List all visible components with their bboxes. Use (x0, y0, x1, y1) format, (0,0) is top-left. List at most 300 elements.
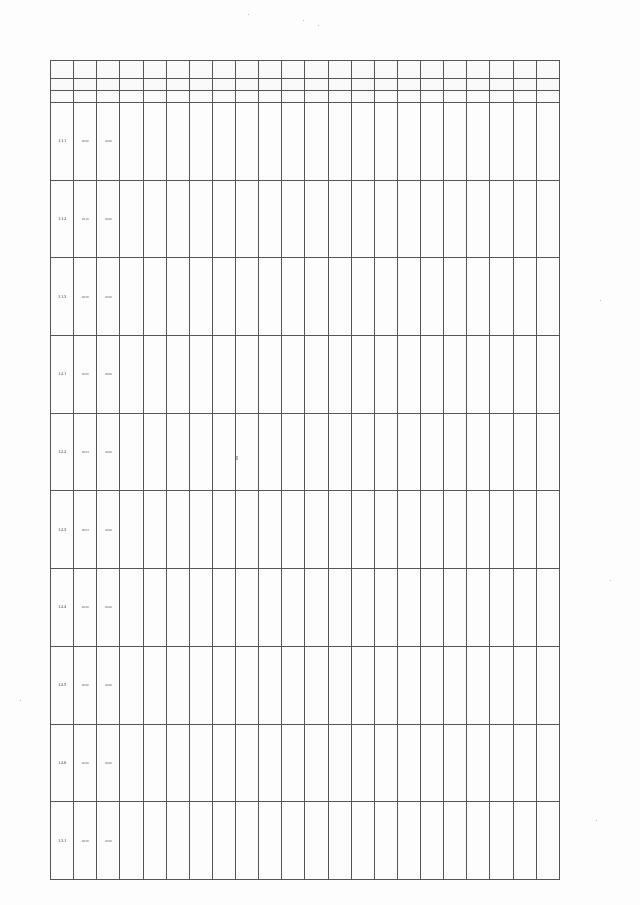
header-cell (212, 79, 235, 91)
table-cell (374, 646, 397, 724)
header-cell (189, 61, 212, 79)
table-cell (513, 258, 536, 336)
table-cell (97, 103, 120, 181)
table-cell (120, 413, 143, 491)
header-cell (536, 61, 559, 79)
table-cell (397, 802, 420, 880)
table-cell (467, 646, 490, 724)
cell-text: 2026 (104, 605, 112, 610)
table-cell (467, 180, 490, 258)
table-cell (259, 413, 282, 491)
table-cell (490, 258, 513, 336)
table-cell (513, 413, 536, 491)
table-cell (189, 180, 212, 258)
header-cell (74, 61, 97, 79)
header-cell (236, 79, 259, 91)
table-cell (143, 336, 166, 414)
table-row (51, 103, 560, 181)
table-cell (259, 646, 282, 724)
table-cell (305, 646, 328, 724)
table-cell (259, 258, 282, 336)
table-cell (166, 413, 189, 491)
header-cell (536, 91, 559, 103)
cell-text: 2020 (81, 683, 89, 688)
header-cell (189, 91, 212, 103)
table-cell (444, 491, 467, 569)
table-cell (166, 646, 189, 724)
table-cell (374, 491, 397, 569)
header-cell (513, 61, 536, 79)
scan-speck (248, 14, 249, 15)
header-cell (51, 61, 74, 79)
table-cell (513, 336, 536, 414)
cell-text: 2020 (81, 294, 89, 299)
scan-speck (596, 820, 597, 821)
table-cell (51, 103, 74, 181)
table-cell (282, 802, 305, 880)
table-cell (513, 103, 536, 181)
table-cell (120, 724, 143, 802)
header-cell (259, 91, 282, 103)
table-cell (328, 336, 351, 414)
cell-text: 1.1.3 (58, 294, 67, 299)
table-cell (490, 413, 513, 491)
table-cell (97, 491, 120, 569)
table-cell (143, 103, 166, 181)
header-cell (189, 79, 212, 91)
header-cell (374, 79, 397, 91)
table-cell (397, 258, 420, 336)
cell-text: 2026 (104, 527, 112, 532)
cell-text: 1.2.6 (58, 760, 67, 765)
table-cell (513, 724, 536, 802)
table-cell (166, 802, 189, 880)
table-cell (282, 569, 305, 647)
table-cell (166, 491, 189, 569)
table-cell (236, 491, 259, 569)
table-cell (351, 180, 374, 258)
table-row (51, 724, 560, 802)
table-cell (212, 258, 235, 336)
table-cell (351, 724, 374, 802)
page-marker: I (236, 456, 238, 462)
header-cell (259, 61, 282, 79)
header-cell (259, 79, 282, 91)
table-cell (351, 646, 374, 724)
table-cell (120, 258, 143, 336)
cell-text: 2010 (81, 217, 89, 222)
table-cell (189, 646, 212, 724)
header-cell (513, 91, 536, 103)
table-cell (351, 103, 374, 181)
table-cell (51, 258, 74, 336)
table-cell (74, 336, 97, 414)
table-cell (444, 413, 467, 491)
table-cell (143, 802, 166, 880)
table-cell (374, 258, 397, 336)
table-cell (143, 724, 166, 802)
table-cell (120, 802, 143, 880)
cell-text: 2020 (81, 139, 89, 144)
header-cell (282, 91, 305, 103)
table-cell (513, 802, 536, 880)
table-cell (166, 336, 189, 414)
table-cell (74, 646, 97, 724)
table-cell (421, 569, 444, 647)
cell-text: 1.2.1 (58, 372, 67, 377)
table-cell (305, 491, 328, 569)
table-cell (351, 802, 374, 880)
table-cell (120, 103, 143, 181)
header-cell (236, 61, 259, 79)
table-cell (374, 336, 397, 414)
cell-text: 2023 (81, 450, 89, 455)
header-cell (467, 61, 490, 79)
header-cell (282, 61, 305, 79)
table-cell (444, 724, 467, 802)
table-cell (236, 336, 259, 414)
table-cell (444, 569, 467, 647)
table-row (51, 569, 560, 647)
table-cell (259, 103, 282, 181)
table-cell (536, 724, 559, 802)
table-cell (397, 336, 420, 414)
table-cell (490, 569, 513, 647)
table-cell (536, 802, 559, 880)
table-cell (305, 569, 328, 647)
header-cell (397, 79, 420, 91)
table-cell (467, 491, 490, 569)
header-cell (305, 91, 328, 103)
table-cell (490, 724, 513, 802)
table-cell (143, 413, 166, 491)
table-cell (189, 103, 212, 181)
header-cell (444, 61, 467, 79)
table-cell (305, 336, 328, 414)
header-cell (120, 91, 143, 103)
table-cell (397, 646, 420, 724)
cell-text: 2026 (104, 450, 112, 455)
table-cell (282, 491, 305, 569)
header-cell (421, 61, 444, 79)
table-cell (166, 258, 189, 336)
header-cell (212, 91, 235, 103)
table-cell (421, 646, 444, 724)
table-cell (189, 258, 212, 336)
cell-text: 2026 (104, 294, 112, 299)
table-cell (97, 413, 120, 491)
header-cell (444, 91, 467, 103)
table-cell (282, 646, 305, 724)
table-cell (143, 646, 166, 724)
header-cell (490, 91, 513, 103)
table-cell (282, 103, 305, 181)
header-cell (490, 61, 513, 79)
header-cell (74, 79, 97, 91)
table-cell (236, 802, 259, 880)
table-row (51, 413, 560, 491)
header-cell (328, 61, 351, 79)
table-cell (236, 569, 259, 647)
header-cell (397, 91, 420, 103)
header-cell (51, 79, 74, 91)
cell-text: 2026 (104, 372, 112, 377)
table-cell (421, 491, 444, 569)
table-cell (97, 802, 120, 880)
header-cell (536, 79, 559, 91)
table-cell (189, 491, 212, 569)
table-cell (305, 724, 328, 802)
table-cell (97, 569, 120, 647)
table-cell (259, 569, 282, 647)
table-cell (166, 103, 189, 181)
header-cell (143, 79, 166, 91)
cell-text: 2020 (81, 605, 89, 610)
table-cell (51, 569, 74, 647)
scan-speck (318, 25, 319, 26)
table-cell (212, 336, 235, 414)
table-cell (189, 802, 212, 880)
table-cell (513, 491, 536, 569)
table-cell (74, 491, 97, 569)
table-cell (444, 103, 467, 181)
cell-text: 1.2.5 (58, 683, 67, 688)
table-cell (328, 569, 351, 647)
table-cell (97, 258, 120, 336)
table-cell (282, 724, 305, 802)
table-cell (236, 724, 259, 802)
table-cell (282, 180, 305, 258)
table-cell (536, 180, 559, 258)
cell-text: 2020 (81, 372, 89, 377)
table-cell (51, 336, 74, 414)
table-cell (490, 802, 513, 880)
table-cell (536, 103, 559, 181)
table-cell (351, 336, 374, 414)
table-cell (467, 724, 490, 802)
table-cell (120, 336, 143, 414)
table-cell (467, 258, 490, 336)
scan-speck (610, 580, 611, 581)
table-cell (513, 569, 536, 647)
table-cell (490, 180, 513, 258)
table-cell (212, 646, 235, 724)
table-cell (236, 413, 259, 491)
table-row (51, 802, 560, 880)
table-row (51, 336, 560, 414)
table-cell (374, 569, 397, 647)
table-cell (490, 646, 513, 724)
table-cell (328, 103, 351, 181)
header-cell (166, 79, 189, 91)
table-cell (143, 569, 166, 647)
table-cell (490, 103, 513, 181)
table-cell (259, 180, 282, 258)
table-cell (397, 103, 420, 181)
table-cell (305, 180, 328, 258)
scan-speck (20, 700, 21, 701)
table-cell (74, 180, 97, 258)
table-cell (120, 180, 143, 258)
table-cell (51, 413, 74, 491)
cell-text: 2023 (81, 527, 89, 532)
table-cell (374, 802, 397, 880)
table-cell (236, 258, 259, 336)
table-cell (444, 802, 467, 880)
table-cell (536, 258, 559, 336)
cell-text: 2020 (81, 838, 89, 843)
table-cell (421, 180, 444, 258)
cell-text: 2026 (104, 838, 112, 843)
table-cell (351, 258, 374, 336)
table-cell (328, 802, 351, 880)
header-cell (305, 61, 328, 79)
table-cell (397, 724, 420, 802)
table-cell (166, 569, 189, 647)
header-cell (328, 79, 351, 91)
table-cell (120, 646, 143, 724)
table-cell (444, 336, 467, 414)
table-cell (536, 646, 559, 724)
table-cell (143, 491, 166, 569)
table-cell (212, 724, 235, 802)
table-cell (374, 103, 397, 181)
table-cell (467, 569, 490, 647)
header-cell (51, 91, 74, 103)
header-cell (421, 91, 444, 103)
table-cell (97, 724, 120, 802)
scan-speck (600, 300, 601, 301)
table-cell (74, 258, 97, 336)
header-cell (467, 91, 490, 103)
header-cell (467, 79, 490, 91)
table-cell (212, 180, 235, 258)
table-cell (305, 103, 328, 181)
table-cell (212, 413, 235, 491)
table-cell (397, 413, 420, 491)
table-cell (189, 569, 212, 647)
table-row (51, 646, 560, 724)
table-cell (421, 413, 444, 491)
cell-text: 1.2.2 (58, 450, 67, 455)
header-cell (351, 61, 374, 79)
header-cell (374, 91, 397, 103)
table-cell (444, 258, 467, 336)
table-cell (74, 724, 97, 802)
table-cell (328, 491, 351, 569)
table-cell (374, 413, 397, 491)
rotated-data-table (50, 60, 560, 880)
table-cell (536, 569, 559, 647)
header-cell (120, 61, 143, 79)
table-cell (467, 802, 490, 880)
header-cell (143, 61, 166, 79)
table-cell (259, 336, 282, 414)
table-cell (351, 491, 374, 569)
header-row (51, 61, 560, 79)
table-cell (51, 802, 74, 880)
scan-speck (303, 20, 304, 21)
header-cell (444, 79, 467, 91)
table-cell (467, 103, 490, 181)
header-cell (120, 79, 143, 91)
table-cell (536, 491, 559, 569)
table-cell (97, 180, 120, 258)
table-cell (282, 413, 305, 491)
table-cell (74, 802, 97, 880)
table-cell (536, 336, 559, 414)
table-cell (51, 724, 74, 802)
table-cell (259, 802, 282, 880)
table-cell (305, 258, 328, 336)
cell-text: 1.1.1 (58, 139, 67, 144)
table-cell (120, 491, 143, 569)
table-cell (328, 724, 351, 802)
table-cell (51, 491, 74, 569)
table-cell (212, 569, 235, 647)
table-cell (282, 336, 305, 414)
table-cell (236, 646, 259, 724)
header-cell (74, 91, 97, 103)
table-cell (421, 258, 444, 336)
table-cell (397, 569, 420, 647)
table-cell (74, 569, 97, 647)
table-row (51, 258, 560, 336)
header-cell (490, 79, 513, 91)
table-cell (282, 258, 305, 336)
table-cell (189, 336, 212, 414)
table-cell (328, 180, 351, 258)
table-cell (189, 724, 212, 802)
table-cell (212, 103, 235, 181)
table-cell (490, 491, 513, 569)
table-cell (421, 724, 444, 802)
header-cell (282, 79, 305, 91)
table-cell (351, 569, 374, 647)
table-cell (236, 180, 259, 258)
header-cell (351, 79, 374, 91)
header-cell (97, 91, 120, 103)
table-cell (143, 258, 166, 336)
table-cell (166, 180, 189, 258)
header-cell (212, 61, 235, 79)
table-cell (120, 569, 143, 647)
header-cell (166, 61, 189, 79)
table-cell (467, 413, 490, 491)
table-cell (74, 413, 97, 491)
table-cell (328, 258, 351, 336)
table-cell (328, 413, 351, 491)
table-cell (97, 646, 120, 724)
cell-text: 1.2.3 (58, 527, 67, 532)
table-cell (397, 180, 420, 258)
table-cell (374, 724, 397, 802)
table-cell (536, 413, 559, 491)
table-cell (74, 103, 97, 181)
header-cell (421, 79, 444, 91)
header-cell (328, 91, 351, 103)
table-row (51, 180, 560, 258)
header-cell (397, 61, 420, 79)
table-cell (444, 180, 467, 258)
cell-text: 2026 (104, 683, 112, 688)
table-cell (212, 802, 235, 880)
header-row (51, 91, 560, 103)
cell-text: 2026 (104, 139, 112, 144)
header-row (51, 79, 560, 91)
table-grid (50, 60, 560, 880)
cell-text: 2026 (104, 217, 112, 222)
